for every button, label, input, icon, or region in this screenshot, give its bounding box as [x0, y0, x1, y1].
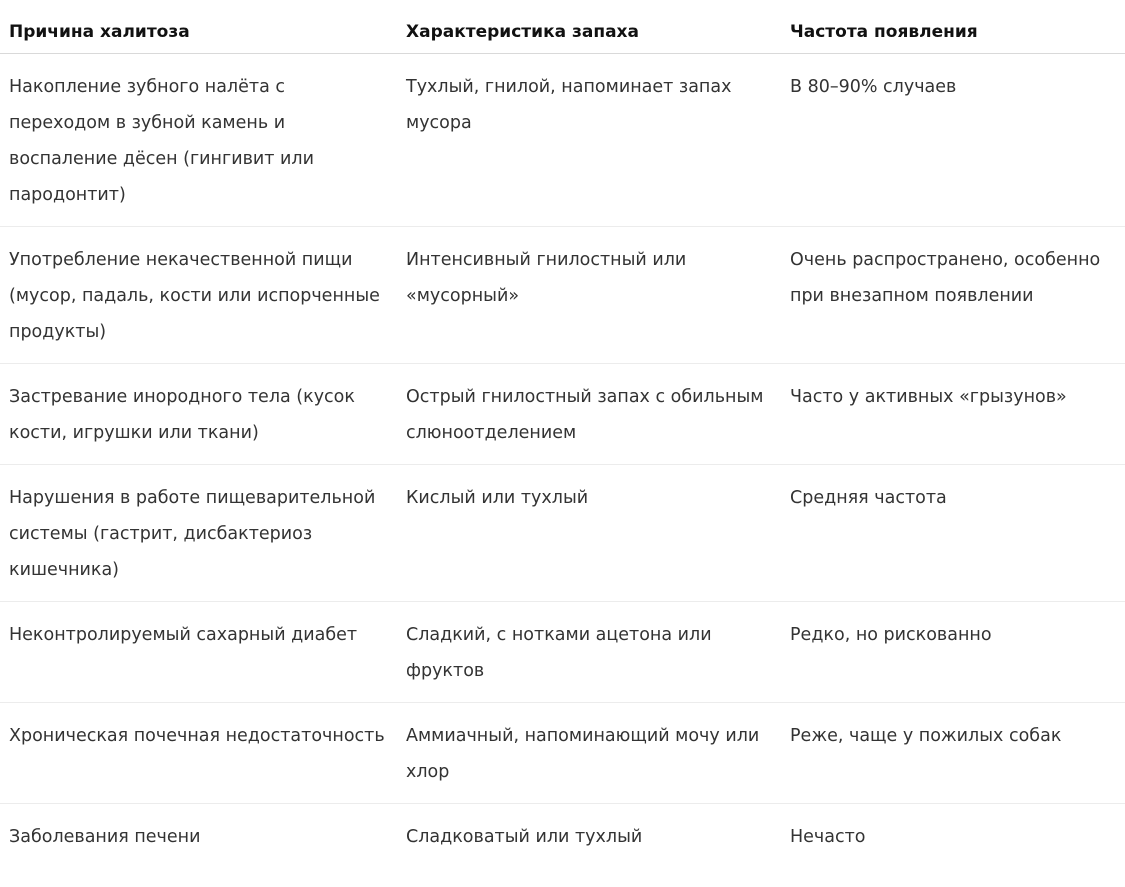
cell-cause: Хроническая почечная недостаточность [0, 703, 396, 804]
table-header-row [0, 0, 1125, 54]
header-cause: Причина халитоза [0, 0, 396, 54]
cell-frequency: Средняя частота [780, 465, 1125, 602]
table-row [0, 227, 1125, 364]
table-row [0, 465, 1125, 602]
cell-cause: Употребление некачественной пищи (мусор, падаль, кости или испорченные продукты) [0, 227, 396, 364]
table-row [0, 804, 1125, 869]
cell-frequency: Очень распространено, особенно при внезапном появлении [780, 227, 1125, 364]
cell-frequency: Часто у активных «грызунов» [780, 364, 1125, 465]
cell-cause: Застревание инородного тела (кусок кости, игрушки или ткани) [0, 364, 396, 465]
header-frequency: Частота появления [780, 0, 1125, 54]
table-row [0, 364, 1125, 465]
cell-smell: Острый гнилостный запах с обильным слюноотделением [396, 364, 780, 465]
cell-cause: Нарушения в работе пищеварительной системы (гастрит, дисбактериоз кишечника) [0, 465, 396, 602]
table-row [0, 54, 1125, 227]
cell-smell: Тухлый, гнилой, напоминает запах мусора [396, 54, 780, 227]
cell-frequency: Редко, но рискованно [780, 602, 1125, 703]
cell-frequency: В 80–90% случаев [780, 54, 1125, 227]
table-row [0, 602, 1125, 703]
cell-smell: Сладкий, с нотками ацетона или фруктов [396, 602, 780, 703]
cell-frequency: Реже, чаще у пожилых собак [780, 703, 1125, 804]
cell-smell: Интенсивный гнилостный или «мусорный» [396, 227, 780, 364]
cell-cause: Заболевания печени [9, 827, 201, 847]
cell-cause: Неконтролируемый сахарный диабет [0, 602, 396, 703]
cell-frequency: Нечасто [790, 827, 866, 847]
header-smell: Характеристика запаха [396, 0, 780, 54]
table-row [0, 703, 1125, 804]
cell-smell: Кислый или тухлый [396, 465, 780, 602]
cell-smell: Сладковатый или тухлый [406, 827, 643, 847]
cell-cause: Накопление зубного налёта с переходом в зубной камень и воспаление дёсен (гингивит или пародонтит) [0, 54, 396, 227]
cell-smell: Аммиачный, напоминающий мочу или хлор [396, 703, 780, 804]
